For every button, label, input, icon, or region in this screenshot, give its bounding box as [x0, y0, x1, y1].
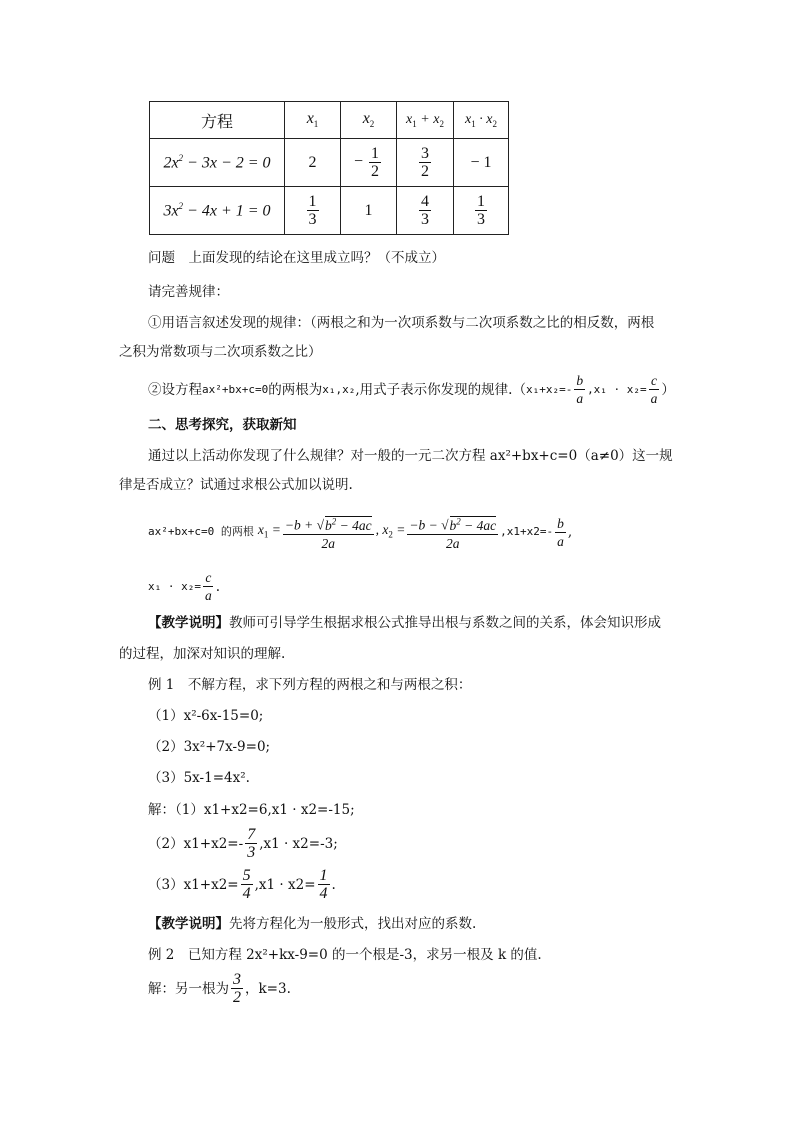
solution-1-3-frac-b: $\frac{1}{4}$ — [319, 867, 328, 902]
example-1-item-2: （2）3x²+7x-9=0; — [148, 739, 271, 755]
solution-1-2-sum: （2）x1+x2=- — [148, 835, 244, 852]
rule2-part-b: 的两根为 — [268, 381, 323, 398]
roots-prefix: ax²+bx+c=0 的两根 — [148, 525, 254, 539]
row1-sum: $\frac{3}{2}$ — [397, 139, 454, 187]
solution-2-frac: $\frac{3}{2}$ — [233, 971, 241, 1006]
improve-line: 请完善规律： — [148, 284, 229, 300]
row2-product: $\frac{1}{3}$ — [454, 187, 509, 235]
roots-sum-frac: $\frac{b}{a}$ — [557, 515, 564, 549]
solution-1-2-product: ,x1 · x2=-3; — [259, 835, 338, 852]
teaching-note-1-tag: 【教学说明】 — [148, 615, 229, 631]
root-formula-line: ax²+bx+c=0 的两根 $x_1$ = $\frac{-b + √b^2 - 4ac}{2a}$ , $x_2$ = $\frac{-b - √b^2 - 4ac}{2a}$ ,x1+x2=- $\frac{b}{a}$ , — [148, 513, 572, 552]
solution-1-3: （3）x1+x2= $\frac{5}{4}$ ,x1 · x2= $\frac{1}{4}$ . — [148, 867, 336, 902]
teaching-note-2 — [148, 915, 476, 933]
product-label: x₁ · x₂= — [148, 579, 201, 593]
rule2-prod-frac: $\frac{c}{a}$ — [650, 373, 658, 406]
x2-formula: $\frac{-b - √b^2 - 4ac}{2a}$ — [407, 513, 498, 552]
header-equation: 方程 — [150, 102, 285, 139]
row2-equation: $3x^2 - 4x + 1 = 0$ — [150, 187, 285, 235]
rule2-sum-frac: $\frac{b}{a}$ — [576, 373, 584, 406]
teaching-note-1 — [148, 614, 661, 632]
rule2-equation: ax²+bx+c=0 — [202, 382, 269, 396]
teaching-note-1-line2: 的过程，加深对知识的理解. — [119, 646, 286, 662]
x1-label: $x_1$ = — [257, 521, 281, 540]
row1-product: − 1 — [454, 139, 509, 187]
header-sum: $x_1 + x_2$ — [397, 102, 454, 139]
example-2: 例 2 已知方程 2x²+kx-9=0 的一个根是-3，求另一根及 k 的值. — [148, 947, 542, 963]
rule2-part-end: ） — [661, 381, 675, 398]
x2-label: , $x_2$ = — [375, 521, 406, 540]
solution-1-3-product: ,x1 · x2= — [254, 876, 316, 893]
rule2-part-c: ,用式子表示你发现的规律.（ — [355, 381, 526, 398]
row2-x1: $\frac{1}{3}$ — [285, 187, 341, 235]
product-frac: $\frac{c}{a}$ — [204, 570, 212, 603]
problem-line: 问题 上面发现的结论在这里成立吗？（不成立） — [148, 250, 445, 266]
x1-formula: $\frac{-b + √b^2 - 4ac}{2a}$ — [283, 513, 374, 552]
teaching-note-2-tag: 【教学说明】 — [148, 916, 229, 932]
row2-sum: $\frac{4}{3}$ — [397, 187, 454, 235]
solution-2 — [148, 971, 291, 1006]
rule2-prod-label: ,x₁ · x₂= — [587, 382, 647, 396]
rule1-line2: 之积为常数项与二次项系数之比） — [119, 344, 322, 360]
teaching-note-1-body: 教师可引导学生根据求根公式推导出根与系数之间的关系，体会知识形成 — [229, 615, 661, 631]
solution-1-2 — [148, 826, 338, 861]
para1-line2: 律是否成立？试通过求根公式加以说明. — [119, 477, 353, 493]
header-product: $x_1 \cdot x_2$ — [454, 102, 509, 139]
example-1-item-1: （1）x²-6x-15=0; — [148, 708, 264, 724]
solution-1-3-frac-a: $\frac{5}{4}$ — [242, 867, 251, 902]
rule2-part-a: ②设方程 — [148, 381, 202, 398]
rule2-sum-label: x₁+x₂=- — [525, 382, 573, 396]
solution-1-2-frac: $\frac{7}{3}$ — [247, 826, 256, 861]
header-x2: $x_2$ — [341, 102, 397, 139]
product-line: x₁ · x₂= $\frac{c}{a}$ . — [148, 570, 221, 603]
row1-x2: − $\frac{1}{2}$ — [341, 139, 397, 187]
rule2-roots: x₁,x₂ — [322, 382, 356, 396]
roots-sum-label: ,x1+x2=- — [500, 525, 554, 539]
header-x1: $x_1$ — [285, 102, 341, 139]
example-1: 例 1 不解方程，求下列方程的两根之和与两根之积： — [148, 677, 472, 693]
row2-x2: 1 — [341, 187, 397, 235]
rule1-line1: ①用语言叙述发现的规律：（两根之和为一次项系数与二次项系数之比的相反数，两根 — [148, 315, 655, 331]
row1-equation: $2x^2 - 3x - 2 = 0$ — [150, 139, 285, 187]
solution-1-3-sum: （3）x1+x2= — [148, 876, 239, 893]
solution-2-prefix: 解：另一根为 — [148, 980, 229, 997]
para1-line1: 通过以上活动你发现了什么规律？对一般的一元二次方程 ax²+bx+c=0（a≠0）这一规 — [148, 448, 673, 464]
teaching-note-2-body: 先将方程化为一般形式，找出对应的系数. — [229, 916, 477, 932]
example-1-item-3: （3）5x-1=4x². — [148, 770, 250, 786]
equation-table — [149, 101, 509, 235]
solution-1-1: 解：（1）x1+x2=6,x1 · x2=-15; — [148, 802, 355, 818]
solution-2-suffix: ，k=3. — [245, 980, 291, 997]
rule2-line — [148, 372, 675, 407]
section-2-title: 二、思考探究，获取新知 — [148, 417, 297, 433]
row1-x1: 2 — [285, 139, 341, 187]
